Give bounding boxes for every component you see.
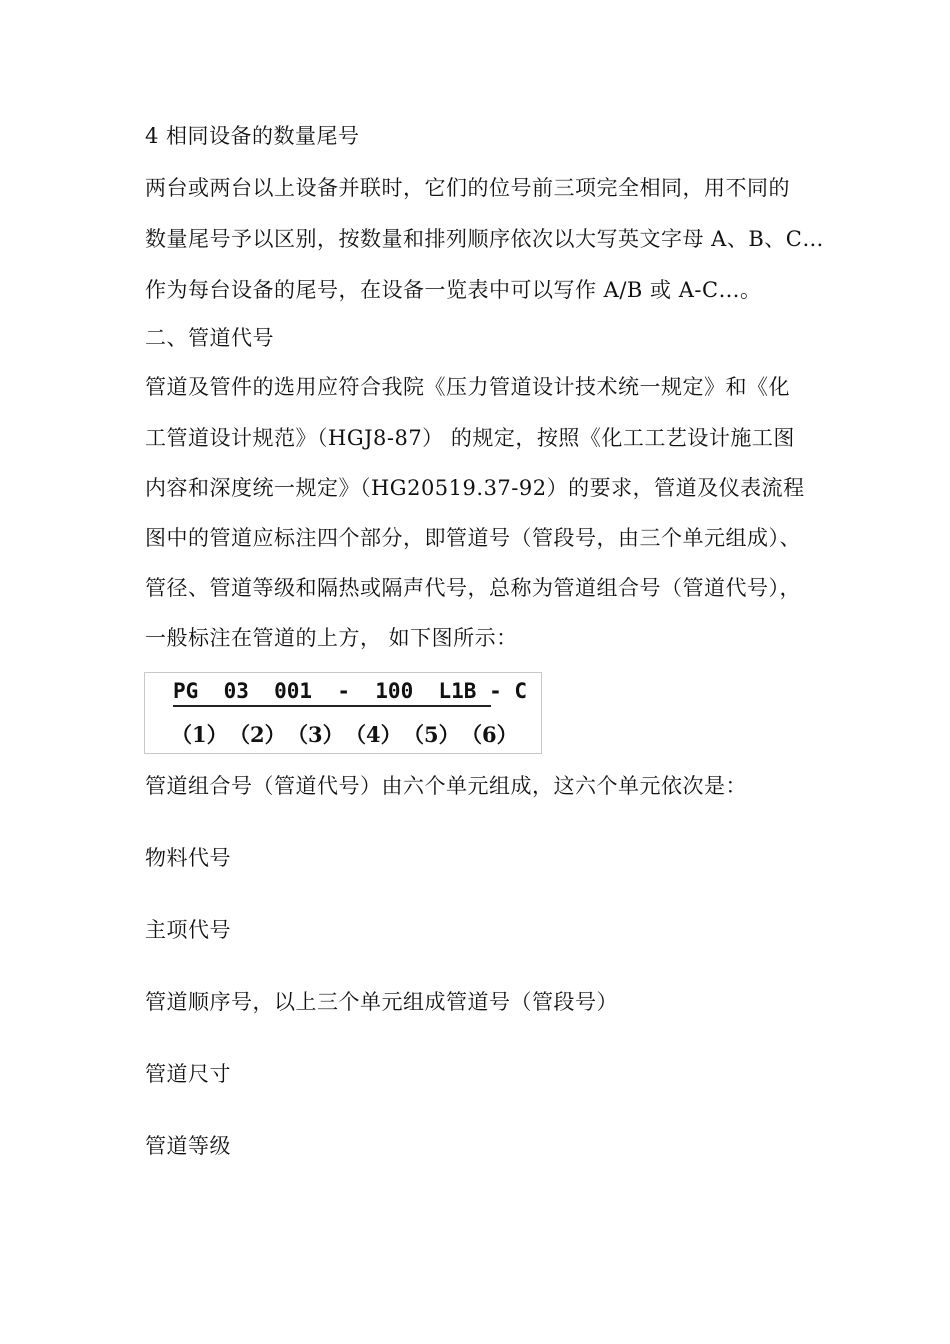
unit-label-1: （1）: [171, 722, 228, 747]
paragraph-line: 数量尾号予以区别，按数量和排列顺序依次以大写英文字母 A、B、C…: [145, 227, 824, 251]
unit-label-3: （3）: [287, 722, 344, 747]
paragraph-line: 管径、管道等级和隔热或隔声代号，总称为管道组合号（管道代号），: [145, 576, 801, 600]
paragraph-line: 图中的管道应标注四个部分，即管道号（管段号，由三个单元组成）、: [145, 526, 801, 550]
section-heading-pipe-code: 二、管道代号: [145, 326, 274, 350]
paragraph-line: 工管道设计规范》（HGJ8-87） 的规定，按照《化工工艺设计施工图: [145, 426, 795, 450]
list-item-pipe-sequence: 管道顺序号，以上三个单元组成管道号（管段号）: [145, 990, 618, 1014]
unit-label-5: （5）: [403, 722, 460, 747]
list-item-main-item-code: 主项代号: [145, 918, 231, 942]
list-item-pipe-class: 管道等级: [145, 1134, 231, 1158]
paragraph-line: 管道组合号（管道代号）由六个单元组成，这六个单元依次是：: [145, 774, 747, 798]
pipe-code-underline: [173, 705, 491, 707]
unit-label-6: （6）: [461, 722, 518, 747]
list-item-pipe-size: 管道尺寸: [145, 1062, 231, 1086]
paragraph-line: 内容和深度统一规定》（HG20519.37-92）的要求，管道及仪表流程: [145, 476, 805, 500]
pipe-code-example: PG 03 001 - 100 L1B - C: [173, 679, 528, 703]
paragraph-line: 管道及管件的选用应符合我院《压力管道设计技术统一规定》和《化: [145, 375, 790, 399]
section-heading-equipment-suffix: 4 相同设备的数量尾号: [145, 124, 360, 148]
paragraph-line: 一般标注在管道的上方， 如下图所示：: [145, 626, 518, 650]
list-item-material-code: 物料代号: [145, 846, 231, 870]
paragraph-line: 作为每台设备的尾号，在设备一览表中可以写作 A/B 或 A-C…。: [145, 278, 762, 302]
pipe-code-diagram: [144, 672, 542, 754]
paragraph-line: 两台或两台以上设备并联时，它们的位号前三项完全相同，用不同的: [145, 176, 790, 200]
unit-label-4: （4）: [345, 722, 402, 747]
pipe-code-unit-labels: [171, 721, 519, 749]
unit-label-2: （2）: [229, 722, 286, 747]
